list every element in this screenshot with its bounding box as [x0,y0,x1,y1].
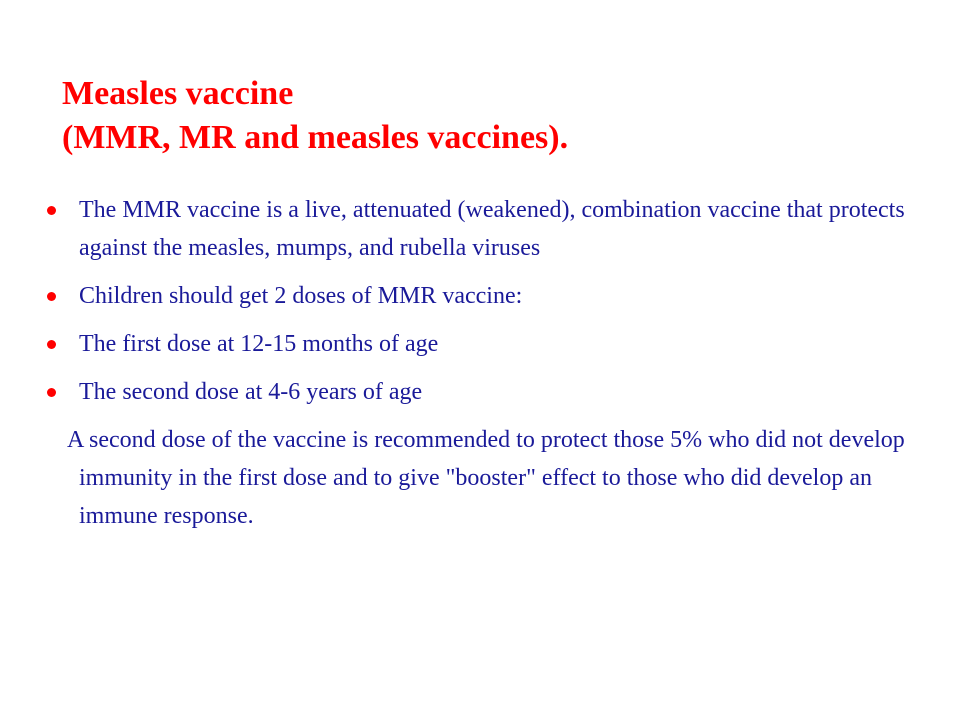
bullet-item-mmr-description [0,191,909,267]
slide-title [62,72,922,160]
bullet-text: The MMR vaccine is a live, attenuated (weakened), combination vaccine that protects against the measles, mumps, and rubella viruses [79,197,905,261]
slide-content [0,191,960,535]
bullet-dot-icon [47,206,56,215]
bullet-item-first-dose [0,325,909,363]
title-line-1: Measles vaccine [62,75,294,112]
bullet-text: Children should get 2 doses of MMR vaccine: [79,283,523,309]
title-line-2: (MMR, MR and measles vaccines). [62,119,569,156]
bullet-dot-icon [47,292,56,301]
bullet-item-second-dose [0,373,909,411]
bullet-item-two-doses [0,277,909,315]
bullet-dot-icon [47,388,56,397]
bullet-dot-icon [47,340,56,349]
bullet-list [0,191,960,411]
booster-paragraph: A second dose of the vaccine is recommended to protect those 5% who did not develop immunity in the first dose and to give "booster" effect to those who did develop an immune response. [67,427,905,529]
bullet-text: The first dose at 12-15 months of age [79,331,439,357]
bullet-text: The second dose at 4-6 years of age [79,379,423,405]
